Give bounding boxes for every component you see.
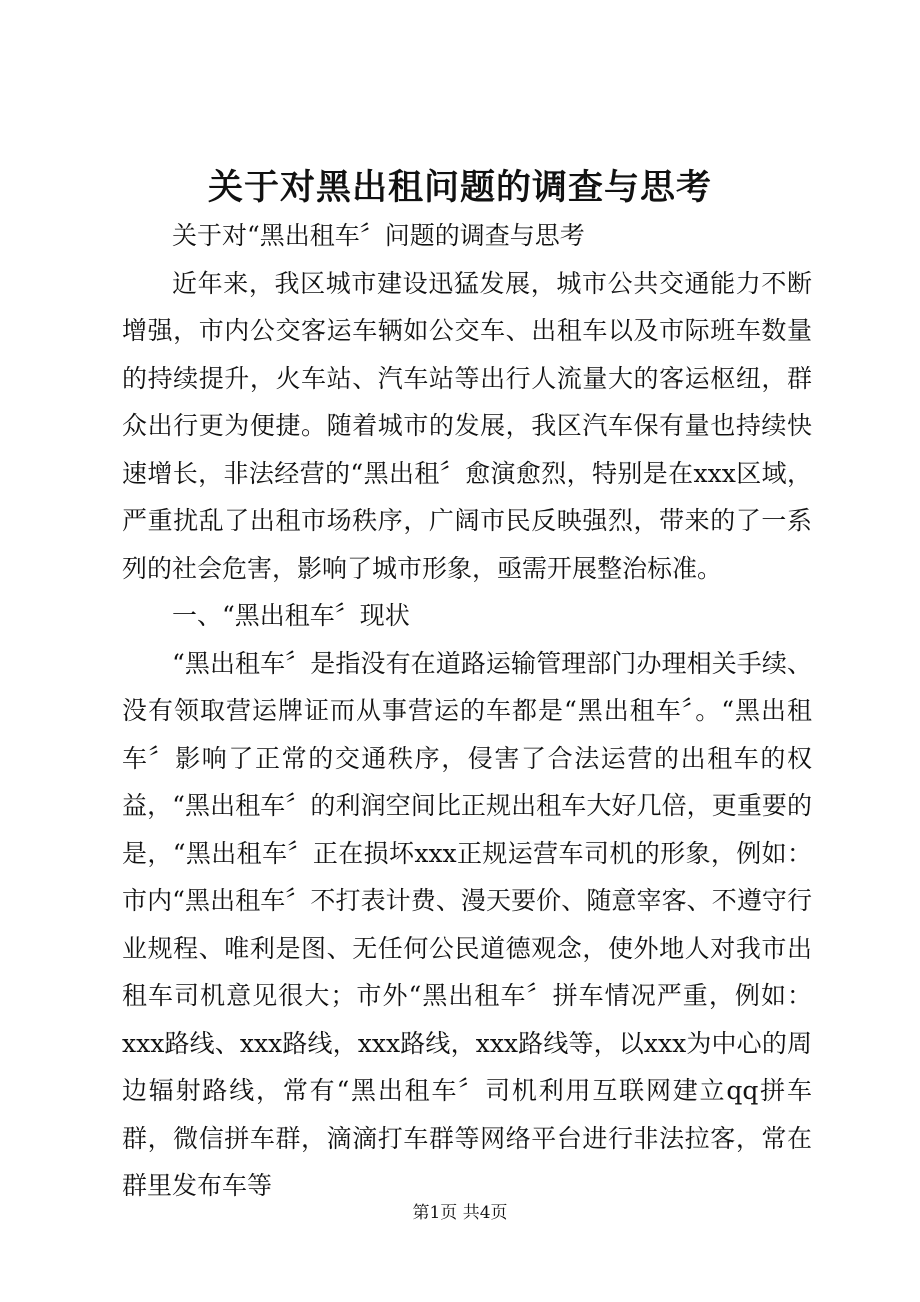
intro-paragraph: 近年来，我区城市建设迅猛发展，城市公共交通能力不断增强，市内公交客运车辆如公交车、出租车以及市际班车数量的持续提升，火车站、汽车站等出行人流量大的客运枢纽，群众出行更为便捷。随着城市的发展，我区汽车保有量也持续快速增长，非法经营的“黑出租〞愈演愈烈，特别是在xxx区域，严重扰乱了出租市场秩序，广阔市民反映强烈，带来的了一系列的社会危害，影响了城市形象，亟需开展整治标准。	[122, 268, 812, 583]
subtitle-paragraph: 关于对“黑出租车〞问题的调查与思考	[172, 221, 585, 250]
section-paragraph: “黑出租车〞是指没有在道路运输管理部门办理相关手续、没有领取营运牌证而从事营运的车都是“黑出租车〞。“黑出租车〞影响了正常的交通秩序，侵害了合法运营的出租车的权益，“黑出租车〞的利润空间比正规出租车大好几倍，更重要的是，“黑出租车〞正在损坏xxx正规运营车司机的形象，例如：市内“黑出租车〞不打表计费、漫天要价、随意宰客、不遵守行业规程、唯利是图、无任何公民道德观念，使外地人对我市出租车司机意见很大；市外“黑出租车〞拼车情况严重，例如：xxx路线、xxx路线，xxx路线，xxx路线等，以xxx为中心的周边辐射路线，常有“黑出租车〞司机利用互联网建立qq拼车群，微信拼车群，滴滴打车群等网络平台进行非法拉客，常在群里发布车等	[122, 648, 812, 1200]
section-heading: 一、“黑出租车〞现状	[172, 601, 410, 630]
page-footer: 第1页 共4页	[412, 1203, 508, 1223]
document-title: 关于对黑出租问题的调查与思考	[207, 167, 712, 208]
document-body	[122, 212, 812, 1210]
